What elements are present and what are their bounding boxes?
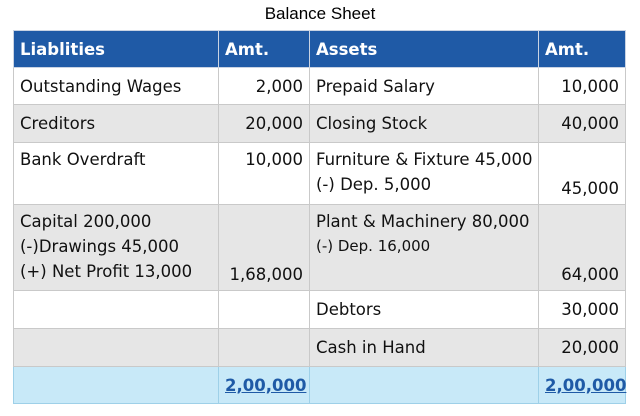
liability-name: Bank Overdraft (14, 143, 219, 205)
table-row (14, 105, 626, 143)
header-row (14, 31, 626, 68)
liability-name (14, 329, 219, 367)
header-liabilities-amount: Amt. (219, 31, 310, 68)
liability-name (14, 291, 219, 329)
liability-line: (+) Net Profit 13,000 (20, 262, 193, 281)
header-liabilities: Liablities (14, 31, 219, 68)
balance-sheet-table (13, 30, 626, 404)
table-row (14, 291, 626, 329)
asset-amount: 40,000 (539, 105, 626, 143)
asset-name: Prepaid Salary (310, 68, 539, 105)
liability-name: Creditors (14, 105, 219, 143)
total-label-cell (14, 367, 219, 404)
liability-amount (219, 291, 310, 329)
asset-name: Cash in Hand (310, 329, 539, 367)
asset-amount: 45,000 (539, 143, 626, 205)
asset-amount: 30,000 (539, 291, 626, 329)
liability-line: (-)Drawings 45,000 (20, 237, 180, 256)
liability-name (14, 205, 219, 291)
liability-total-cell (219, 367, 310, 404)
asset-name: Closing Stock (310, 105, 539, 143)
table-row (14, 68, 626, 105)
total-label-cell (310, 367, 539, 404)
liability-amount: 2,000 (219, 68, 310, 105)
asset-amount: 20,000 (539, 329, 626, 367)
liability-amount: 10,000 (219, 143, 310, 205)
asset-line: Plant & Machinery 80,000 (316, 212, 530, 231)
total-row (14, 367, 626, 404)
liability-total: 2,00,000 (225, 375, 307, 395)
asset-name: Debtors (310, 291, 539, 329)
asset-line: (-) Dep. 5,000 (316, 175, 432, 194)
table-row (14, 329, 626, 367)
asset-amount: 10,000 (539, 68, 626, 105)
asset-total: 2,00,000 (545, 375, 627, 395)
asset-total-cell (539, 367, 626, 404)
asset-amount: 64,000 (539, 205, 626, 291)
table-row (14, 205, 626, 291)
asset-name (310, 205, 539, 291)
asset-line: Furniture & Fixture 45,000 (316, 150, 533, 169)
asset-line: (-) Dep. 16,000 (316, 237, 431, 255)
table-row (14, 143, 626, 205)
liability-name: Outstanding Wages (14, 68, 219, 105)
liability-line: Capital 200,000 (20, 212, 152, 231)
liability-amount: 20,000 (219, 105, 310, 143)
page-title: Balance Sheet (264, 4, 376, 23)
header-assets-amount: Amt. (539, 31, 626, 68)
asset-name (310, 143, 539, 205)
liability-amount: 1,68,000 (219, 205, 310, 291)
liability-amount (219, 329, 310, 367)
header-assets: Assets (310, 31, 539, 68)
